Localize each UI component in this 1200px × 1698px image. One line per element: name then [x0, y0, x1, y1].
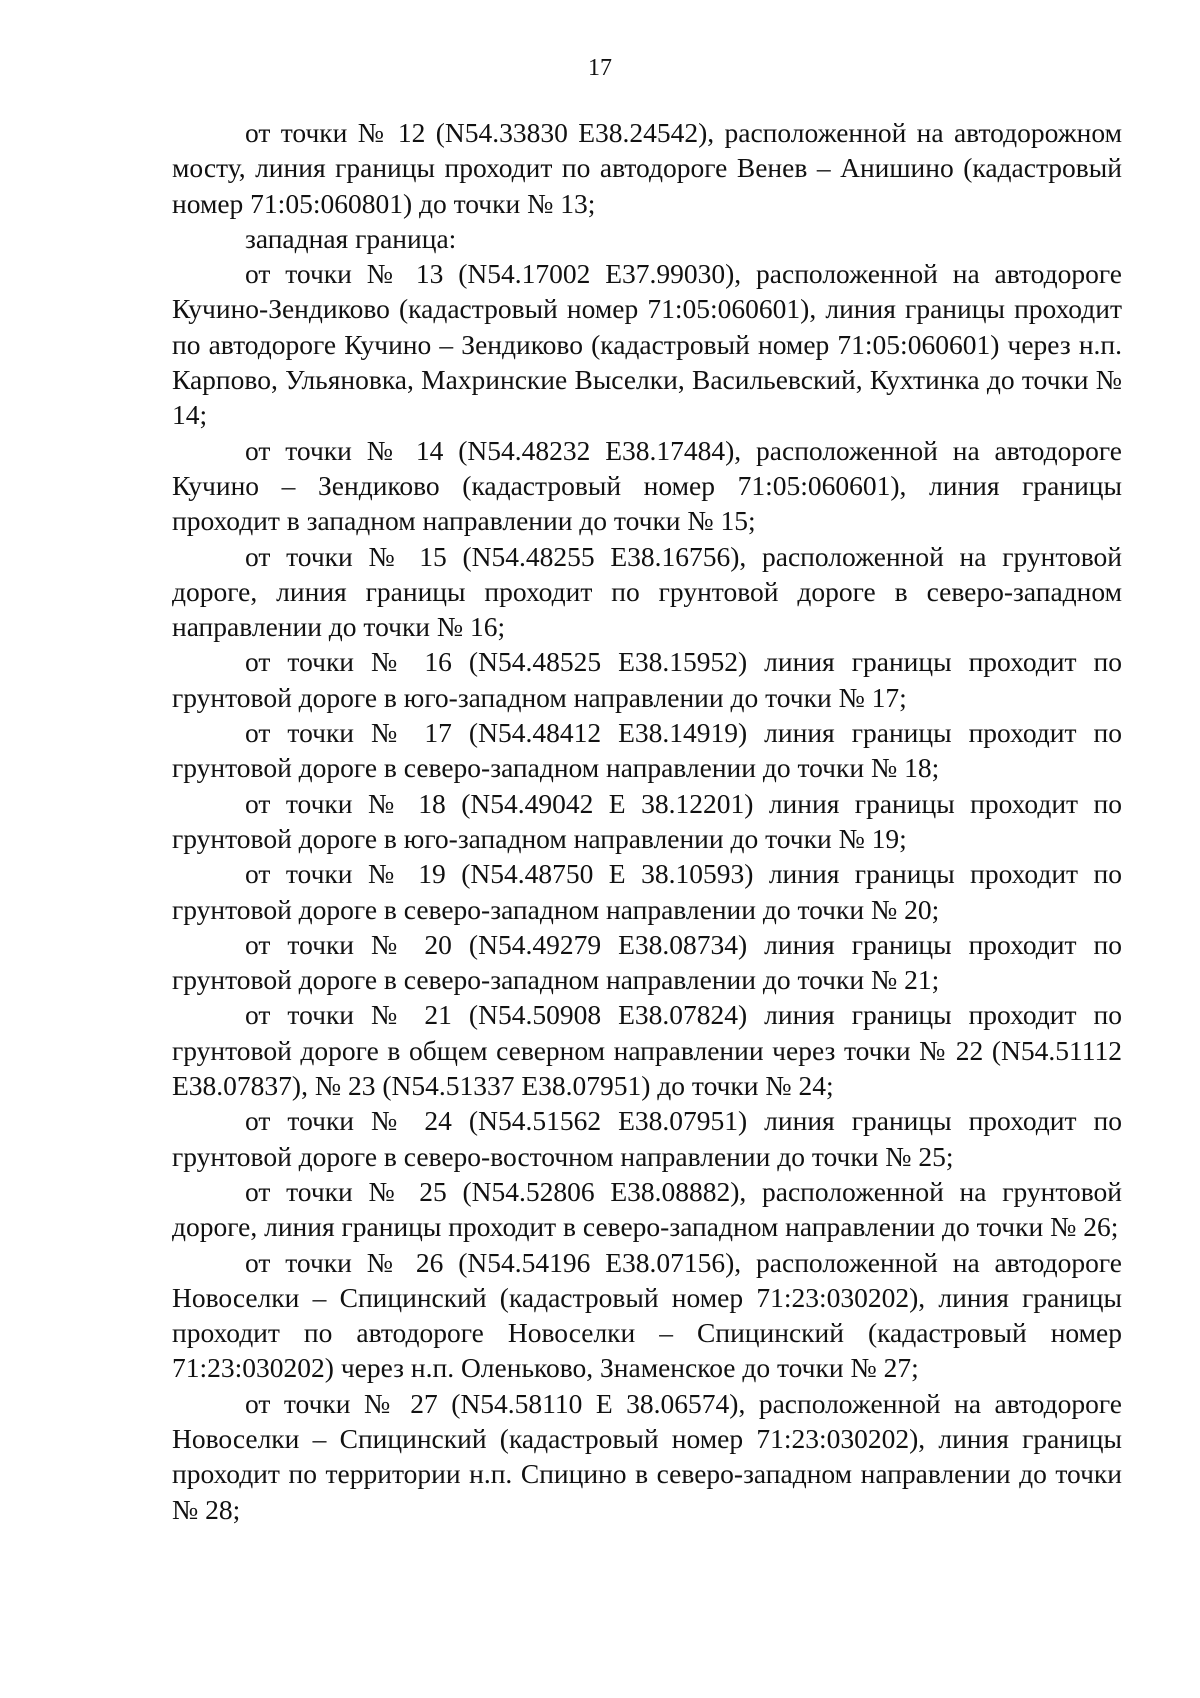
paragraph-point-24: от точки № 24 (N54.51562 E38.07951) линия границы проходит по грунтовой дороге в северо-восточном направлении до точки № 25; — [172, 1105, 1122, 1172]
paragraph-point-14: от точки № 14 (N54.48232 E38.17484), расположенной на автодороге Кучино – Зендиково (кадастровый номер 71:05:060601), линия границы проходит в западном направлении до точки № 15; — [172, 434, 1122, 537]
paragraph-point-26: от точки № 26 (N54.54196 E38.07156), расположенной на автодороге Новоселки – Спицинский (кадастровый номер 71:23:030202), линия границы проходит по автодороге Новоселки – Спицинский (кадастровый номер 71:23:030202) через н.п. Оленьково, Знаменское до точки № 27; — [172, 1246, 1122, 1384]
paragraph-point-16: от точки № 16 (N54.48525 E38.15952) линия границы проходит по грунтовой дороге в юго-западном направлении до точки № 17; — [172, 646, 1122, 713]
paragraph-point-19: от точки № 19 (N54.48750 E 38.10593) линия границы проходит по грунтовой дороге в северо-западном направлении до точки № 20; — [172, 858, 1122, 925]
paragraph-point-13: от точки № 13 (N54.17002 E37.99030), расположенной на автодороге Кучино-Зендиково (кадастровый номер 71:05:060601), линия границы проходит по автодороге Кучино – Зендиково (кадастровый номер 71:05:060601) через н.п. Карпово, Ульяновка, Махринские Выселки, Васильевский, Кухтинка до точки № 14; — [172, 258, 1122, 431]
page-number: 17 — [588, 55, 612, 81]
paragraph-point-12: от точки № 12 (N54.33830 E38.24542), расположенной на автодорожном мосту, линия границы проходит по автодороге Венев – Анишино (кадастровый номер 71:05:060801) до точки № 13; — [172, 117, 1122, 219]
document-body — [172, 115, 1122, 1527]
paragraph-point-15: от точки № 15 (N54.48255 E38.16756), расположенной на грунтовой дороге, линия границы проходит по грунтовой дороге в северо-западном направлении до точки № 16; — [172, 540, 1122, 643]
paragraph-point-20: от точки № 20 (N54.49279 E38.08734) линия границы проходит по грунтовой дороге в северо-западном направлении до точки № 21; — [172, 928, 1122, 996]
paragraph-point-21: от точки № 21 (N54.50908 E38.07824) линия границы проходит по грунтовой дороге в общем северном направлении через точки № 22 (N54.51112 E38.07837), № 23 (N54.51337 E38.07951) до точки № 24; — [172, 999, 1122, 1102]
paragraph-western-border-heading: западная граница: — [245, 222, 457, 254]
paragraph-point-18: от точки № 18 (N54.49042 E 38.12201) линия границы проходит по грунтовой дороге в юго-западном направлении до точки № 19; — [172, 787, 1122, 854]
paragraph-point-27: от точки № 27 (N54.58110 E 38.06574), расположенной на автодороге Новоселки – Спицинский (кадастровый номер 71:23:030202), линия границы проходит по территории н.п. Спицино в северо-западном направлении до точки № 28; — [172, 1387, 1122, 1525]
paragraph-point-17: от точки № 17 (N54.48412 E38.14919) линия границы проходит по грунтовой дороге в северо-западном направлении до точки № 18; — [172, 717, 1122, 784]
paragraph-point-25: от точки № 25 (N54.52806 E38.08882), расположенной на грунтовой дороге, линия границы проходит в северо-западном направлении до точки № 26; — [172, 1175, 1122, 1243]
